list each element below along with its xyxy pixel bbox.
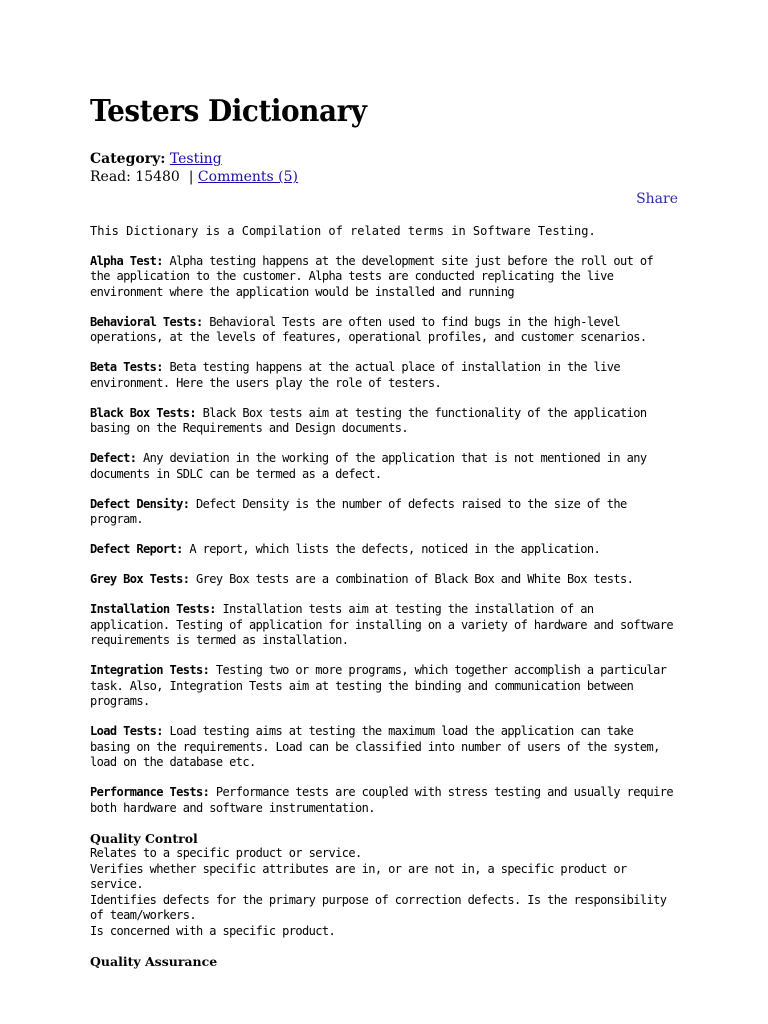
comments-link[interactable]: Comments (5)	[197, 169, 299, 185]
quality-assurance-section	[90, 954, 678, 970]
entry-term: Grey Box Tests:	[90, 572, 190, 586]
quality-control-line: Relates to a specific product or service.	[90, 846, 362, 860]
entry-grey-box-tests	[90, 572, 678, 588]
entry-text: Testing two or more programs, which together accomplish a particular task. Also, Integration Tests aim at testing the binding and communication between programs.	[90, 663, 667, 708]
entry-defect-report	[90, 542, 678, 558]
entry-defect-density	[90, 497, 678, 528]
entry-load-tests	[90, 724, 678, 771]
article	[90, 94, 678, 984]
category-label: Category:	[90, 151, 166, 167]
entry-text: Beta testing happens at the actual place of installation in the live environment. Here the users play the role of testers.	[90, 360, 620, 390]
quality-control-line: Identifies defects for the primary purpose of correction defects. Is the responsibility of team/workers.	[90, 892, 667, 922]
quality-assurance-heading: Quality Assurance	[90, 953, 218, 969]
entry-text: Black Box tests aim at testing the functionality of the application basing on the Requirements and Design documents.	[90, 405, 647, 435]
entry-text: Load testing aims at testing the maximum load the application can take basing on the requirements. Load can be classified into number of users of the system, load on the database etc.	[90, 724, 660, 769]
share-row	[90, 190, 678, 208]
entry-term: Load Tests:	[90, 724, 163, 738]
entry-term: Defect Report:	[90, 542, 183, 556]
entry-term: Integration Tests:	[90, 663, 210, 677]
entry-performance-tests	[90, 785, 678, 816]
entry-black-box-tests	[90, 406, 678, 437]
entry-text: Defect Density is the number of defects raised to the size of the program.	[90, 496, 627, 526]
entry-text: Installation tests aim at testing the installation of an application. Testing of application for installing on a variety of hardware and software requirements is termed as installation.	[90, 602, 673, 647]
entries-list	[90, 254, 678, 817]
quality-control-line: Verifies whether specific attributes are in, or are not in, a specific product or service.	[90, 861, 627, 891]
entry-alpha-test	[90, 254, 678, 301]
entry-text: Performance tests are coupled with stress testing and usually require both hardware and software instrumentation.	[90, 785, 673, 815]
quality-control-heading: Quality Control	[90, 830, 198, 846]
read-line	[90, 168, 678, 186]
entry-term: Black Box Tests:	[90, 405, 196, 420]
entry-term: Performance Tests:	[90, 785, 210, 799]
entry-term: Defect Density:	[90, 496, 190, 511]
entry-beta-tests	[90, 360, 678, 391]
entry-term: Alpha Test:	[90, 253, 163, 268]
quality-control-section	[90, 831, 678, 940]
read-count: Read: 15480	[90, 169, 180, 185]
entry-integration-tests	[90, 663, 678, 710]
entry-text: Any deviation in the working of the application that is not mentioned in any documents in SDLC can be termed as a defect.	[90, 451, 647, 481]
entry-term: Installation Tests:	[90, 602, 216, 616]
intro-text: This Dictionary is a Compilation of related terms in Software Testing.	[90, 224, 596, 238]
entry-text: A report, which lists the defects, noticed in the application.	[182, 542, 601, 556]
entry-term: Defect:	[90, 451, 137, 465]
entry-text: Grey Box tests are a combination of Black Box and White Box tests.	[189, 572, 634, 586]
entry-text: Alpha testing happens at the development site just before the roll out of the application to the customer. Alpha tests are conducted replicating the live environment where the application would be installed and running	[90, 253, 654, 299]
entry-term: Beta Tests:	[90, 360, 163, 374]
entry-text: Behavioral Tests are often used to find bugs in the high-level operations, at the levels of features, operational profiles, and customer scenarios.	[90, 314, 647, 344]
page-title: Testers Dictionary	[90, 94, 367, 129]
entry-behavioral-tests	[90, 315, 678, 346]
share-link[interactable]: Share	[636, 191, 678, 207]
entry-installation-tests	[90, 602, 678, 649]
category-link[interactable]: Testing	[169, 151, 222, 167]
quality-control-line: Is concerned with a specific product.	[90, 923, 336, 938]
entry-defect	[90, 451, 678, 482]
entry-term: Behavioral Tests:	[90, 314, 203, 329]
category-line	[90, 150, 678, 168]
meta-separator: |	[188, 169, 194, 185]
